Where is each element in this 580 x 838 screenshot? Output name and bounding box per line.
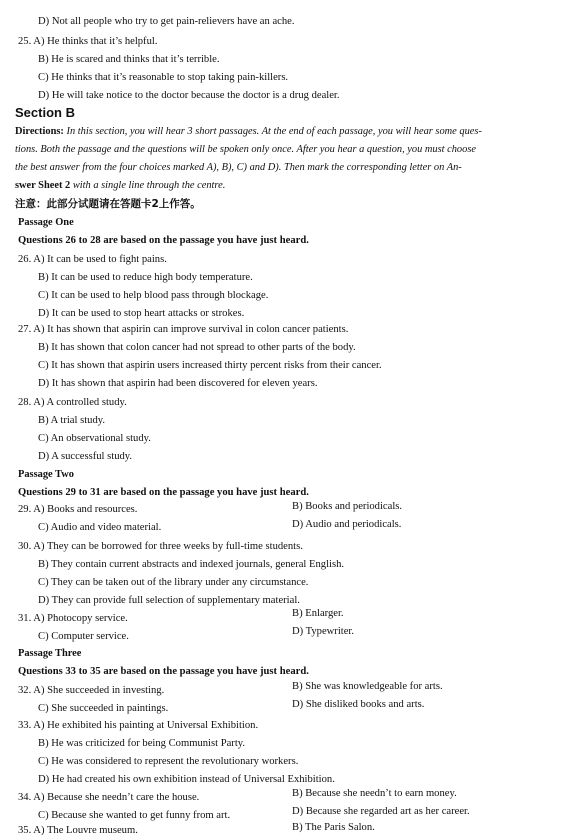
q30-option-b: B) They contain current abstracts and indexed journals, general English.: [38, 559, 345, 570]
q27-option-a: 27. A) It has shown that aspirin can improve survival in colon cancer patients.: [18, 324, 349, 335]
q28-option-b: B) A trial study.: [38, 415, 105, 426]
q29-option-d: D) Audio and periodicals.: [292, 519, 402, 530]
q30-option-d: D) They can provide full selection of supplementary material.: [38, 595, 300, 606]
q27-option-c: C) It has shown that aspirin users increased thirty percent risks from their cancer.: [38, 360, 382, 371]
q30-option-c: C) They can be taken out of the library under any circumstance.: [38, 577, 309, 588]
q29-option-a: 29. A) Books and resources.: [18, 504, 138, 515]
q28-option-c: C) An observational study.: [38, 433, 151, 444]
q32-option-c: C) She succeeded in paintings.: [38, 703, 169, 714]
q28-option-d: D) A successful study.: [38, 451, 133, 462]
q31-option-a: 31. A) Photocopy service.: [18, 613, 128, 624]
passage-one-title: Passage One: [18, 217, 74, 228]
q33-option-b: B) He was criticized for being Communist Party.: [38, 738, 246, 749]
q33-option-d: D) He had created his own exhibition instead of Universal Exhibition.: [38, 774, 335, 785]
q29-option-c: C) Audio and video material.: [38, 522, 162, 533]
q34-option-b: B) Because she needn’t to earn money.: [292, 788, 457, 799]
q33-option-a: 33. A) He exhibited his painting at Universal Exhibition.: [18, 720, 259, 731]
directions-line-4: swer Sheet 2 with a single line through the centre.: [15, 180, 226, 191]
directions-label: Directions:: [15, 126, 64, 137]
q31-option-d: D) Typewriter.: [292, 626, 355, 637]
q28-option-a: 28. A) A controlled study.: [18, 397, 127, 408]
q24-option-d: D) Not all people who try to get pain-relievers have an ache.: [38, 16, 295, 27]
passage-one-intro: Questions 26 to 28 are based on the passage you have just heard.: [18, 235, 309, 246]
passage-two-title: Passage Two: [18, 469, 74, 480]
q34-option-d: D) Because she regarded art as her career.: [292, 806, 470, 817]
q25-option-a: 25. A) He thinks that it’s helpful.: [18, 36, 158, 47]
q25-option-b: B) He is scared and thinks that it’s terrible.: [38, 54, 220, 65]
q25-option-c: C) He thinks that it’s reasonable to stop taking pain-killers.: [38, 72, 289, 83]
q29-option-b: B) Books and periodicals.: [292, 501, 403, 512]
passage-three-intro: Questions 33 to 35 are based on the passage you have just heard.: [18, 666, 309, 677]
directions-line-3: the best answer from the four choices marked A), B), C) and D). Then mark the corresponding letter on An-: [15, 162, 462, 173]
q34-option-a: 34. A) Because she needn’t care the house.: [18, 792, 200, 803]
chinese-note: 注意：此部分试题请在答题卡2上作答。: [15, 198, 201, 210]
q32-option-b: B) She was knowledgeable for arts.: [292, 681, 443, 692]
q34-option-c: C) Because she wanted to get funny from art.: [38, 810, 231, 821]
section-title: Section B: [15, 105, 75, 120]
directions-line-1: Directions: In this section, you will hear 3 short passages. At the end of each passage, you will hear some ques-: [15, 126, 482, 137]
q35-option-a: 35. A) The Louvre museum.: [18, 825, 138, 836]
passage-three-title: Passage Three: [18, 648, 82, 659]
q35-option-b: B) The Paris Salon.: [292, 822, 375, 833]
passage-two-intro: Questions 29 to 31 are based on the passage you have just heard.: [18, 487, 309, 498]
q31-option-b: B) Enlarger.: [292, 608, 344, 619]
q26-option-a: 26. A) It can be used to fight pains.: [18, 254, 167, 265]
q26-option-c: C) It can be used to help blood pass through blockage.: [38, 290, 269, 301]
q32-option-a: 32. A) She succeeded in investing.: [18, 685, 165, 696]
q32-option-d: D) She disliked books and arts.: [292, 699, 425, 710]
q27-option-b: B) It has shown that colon cancer had not spread to other parts of the body.: [38, 342, 356, 353]
q33-option-c: C) He was considered to represent the revolutionary workers.: [38, 756, 299, 767]
q31-option-c: C) Computer service.: [38, 631, 129, 642]
q25-option-d: D) He will take notice to the doctor because the doctor is a drug dealer.: [38, 90, 340, 101]
q27-option-d: D) It has shown that aspirin had been discovered for eleven years.: [38, 378, 318, 389]
q26-option-d: D) It can be used to stop heart attacks or strokes.: [38, 308, 245, 319]
directions-line-2: tions. Both the passage and the questions will be spoken only once. After you hear a question, you must choose: [15, 144, 476, 155]
q26-option-b: B) It can be used to reduce high body temperature.: [38, 272, 253, 283]
q30-option-a: 30. A) They can be borrowed for three weeks by full-time students.: [18, 541, 303, 552]
